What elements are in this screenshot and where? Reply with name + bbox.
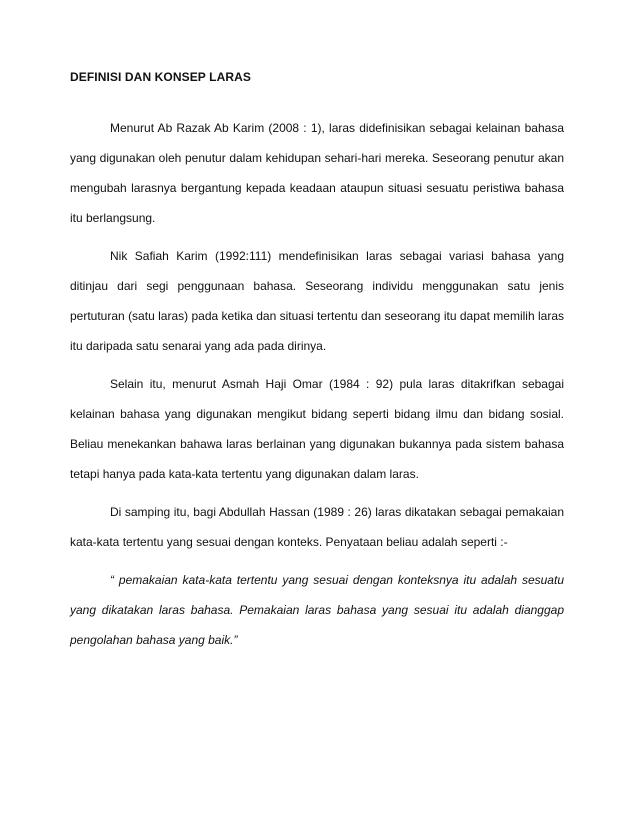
- document-body: [70, 70, 564, 663]
- section-heading: DEFINISI DAN KONSEP LARAS: [70, 70, 251, 84]
- paragraph-ab-razak: Menurut Ab Razak Ab Karim (2008 : 1), laras didefinisikan sebagai kelainan bahasa yang digunakan oleh penutur dalam kehidupan sehari-hari mereka. Seseorang penutur akan mengubah larasnya bergantung kepada keadaan ataupun situasi sesuatu peristiwa bahasa itu berlangsung.: [70, 121, 564, 225]
- paragraph-abdullah-hassan: Di samping itu, bagi Abdullah Hassan (1989 : 26) laras dikatakan sebagai pemakaian kata-kata tertentu yang sesuai dengan konteks. Penyataan beliau adalah seperti :-: [70, 505, 564, 549]
- paragraph-nik-safiah: Nik Safiah Karim (1992:111) mendefinisikan laras sebagai variasi bahasa yang ditinjau dari segi penggunaan bahasa. Seseorang individu menggunakan satu jenis pertuturan (satu laras) pada ketika dan situasi tertentu dan seseorang itu dapat memilih laras itu daripada satu senarai yang ada pada dirinya.: [70, 249, 564, 353]
- paragraph-asmah: Selain itu, menurut Asmah Haji Omar (1984 : 92) pula laras ditakrifkan sebagai kelainan bahasa yang digunakan mengikut bidang seperti bidang ilmu dan bidang sosial. Beliau menekankan bahawa laras berlainan yang digunakan bukannya pada sistem bahasa tetapi hanya pada kata-kata tertentu yang digunakan dalam laras.: [70, 377, 564, 481]
- block-quote: “ pemakaian kata-kata tertentu yang sesuai dengan konteksnya itu adalah sesuatu yang dikatakan laras bahasa. Pemakaian laras bahasa yang sesuai itu adalah dianggap pengolahan bahasa yang baik.”: [70, 573, 564, 647]
